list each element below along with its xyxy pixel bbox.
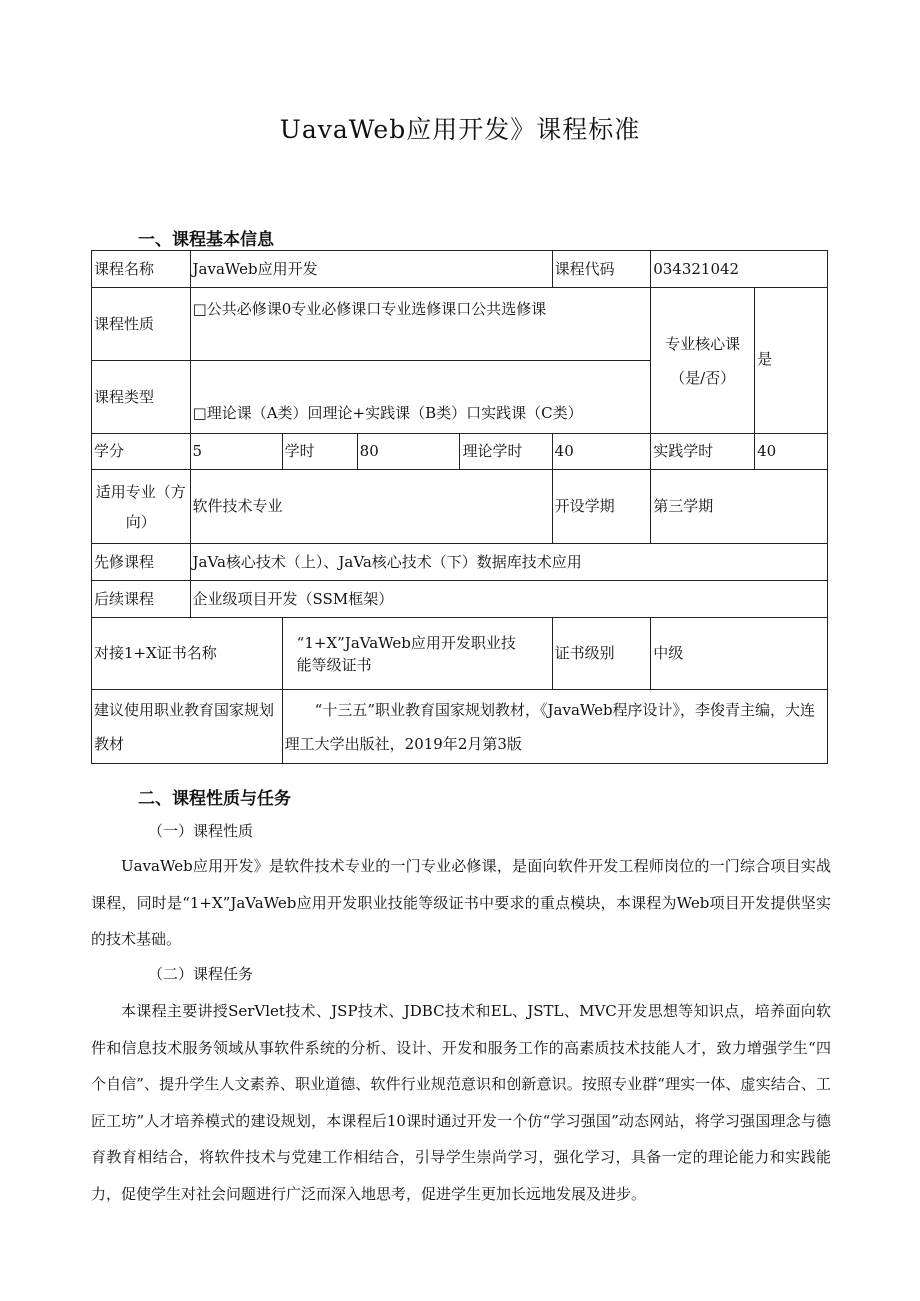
document-title: UavaWeb应用开发》课程标准 xyxy=(279,115,641,144)
textbook-value: “十三五”职业教育国家规划教材，《JavaWeb程序设计》，李俊青主编，大连理工大学出版社，2019年2月第3版 xyxy=(282,690,827,764)
paragraph-course-tasks: 本课程主要讲授SerVlet技术、JSP技术、JDBC技术和EL、JSTL、MVC开发思想等知识点，培养面向软件和信息技术服务领域从事软件系统的分析、设计、开发和服务工作的高素质技术技能人才，致力增强学生“四个自信”、提升学生人文素养、职业道德、软件行业规范意识和创新意识。按照专业群“理实一体、虚实结合、工匠工坊”人才培养模式的建设规划，本课程后10课时通过开发一个仿“学习强国”动态网站，将学习强国理念与德育教育相结合，将软件技术与党建工作相结合，引导学生崇尚学习，强化学习，具备一定的理论能力和实践能力，促使学生对社会问题进行广泛而深入地思考，促进学生更加长远地发展及进步。 xyxy=(91,1002,831,1203)
section-heading-basic-info: 一、课程基本信息 xyxy=(138,230,274,250)
prerequisite-label: 先修课程 xyxy=(92,544,191,581)
table-row xyxy=(92,434,828,470)
course-name-value: JavaWeb应用开发 xyxy=(190,251,552,288)
subheading-course-tasks: （二）课程任务 xyxy=(148,965,254,983)
practice-hours-label: 实践学时 xyxy=(651,434,755,470)
core-course-value: 是 xyxy=(755,288,828,434)
certificate-name: “1+X”JaVaWeb应用开发职业技能等级证书 xyxy=(282,618,552,690)
course-code-label: 课程代码 xyxy=(552,251,651,288)
paragraph-course-nature: UavaWeb应用开发》是软件技术专业的一门专业必修课，是面向软件开发工程师岗位的一门综合项目实战课程，同时是“1+X”JaVaWeb应用开发职业技能等级证书中要求的重点模块，本课程为Web项目开发提供坚实的技术基础。 xyxy=(91,857,831,948)
semester-value: 第三学期 xyxy=(651,470,828,544)
practice-hours-value: 40 xyxy=(755,434,828,470)
table-row xyxy=(92,544,828,581)
table-row xyxy=(92,288,828,361)
theory-hours-label: 理论学时 xyxy=(460,434,552,470)
certificate-level-label: 证书级别 xyxy=(552,618,651,690)
table-row xyxy=(92,470,828,544)
table-row xyxy=(92,690,828,764)
course-name-label: 课程名称 xyxy=(92,251,191,288)
table-row xyxy=(92,618,828,690)
table-row xyxy=(92,251,828,288)
table-row xyxy=(92,581,828,618)
semester-label: 开设学期 xyxy=(552,470,651,544)
applicable-major-value: 软件技术专业 xyxy=(190,470,552,544)
subheading-course-nature: （一）课程性质 xyxy=(148,822,254,840)
certificate-label: 对接1+X证书名称 xyxy=(92,618,283,690)
course-code-value: 034321042 xyxy=(651,251,828,288)
course-type-value: □理论课（A类）回理论+实践课（B类）口实践课（C类） xyxy=(190,361,651,434)
core-course-label: 专业核心课（是/否） xyxy=(651,288,755,434)
certificate-level-value: 中级 xyxy=(651,618,828,690)
course-nature-value: □公共必修课0专业必修课口专业选修课口公共选修课 xyxy=(190,288,651,361)
theory-hours-value: 40 xyxy=(552,434,651,470)
course-info-table xyxy=(91,250,828,764)
follow-up-label: 后续课程 xyxy=(92,581,191,618)
course-type-label: 课程类型 xyxy=(92,361,191,434)
applicable-major-label: 适用专业（方向） xyxy=(92,470,191,544)
textbook-label: 建议使用职业教育国家规划教材 xyxy=(92,690,283,764)
hours-value: 80 xyxy=(357,434,460,470)
follow-up-value: 企业级项目开发（SSM框架） xyxy=(190,581,827,618)
credit-label: 学分 xyxy=(92,434,191,470)
section-heading-nature-tasks: 二、课程性质与任务 xyxy=(138,789,291,809)
prerequisite-value: JaVa核心技术（上）、JaVa核心技术（下）数据库技术应用 xyxy=(190,544,827,581)
credit-value: 5 xyxy=(190,434,282,470)
course-nature-label: 课程性质 xyxy=(92,288,191,361)
hours-label: 学时 xyxy=(282,434,357,470)
